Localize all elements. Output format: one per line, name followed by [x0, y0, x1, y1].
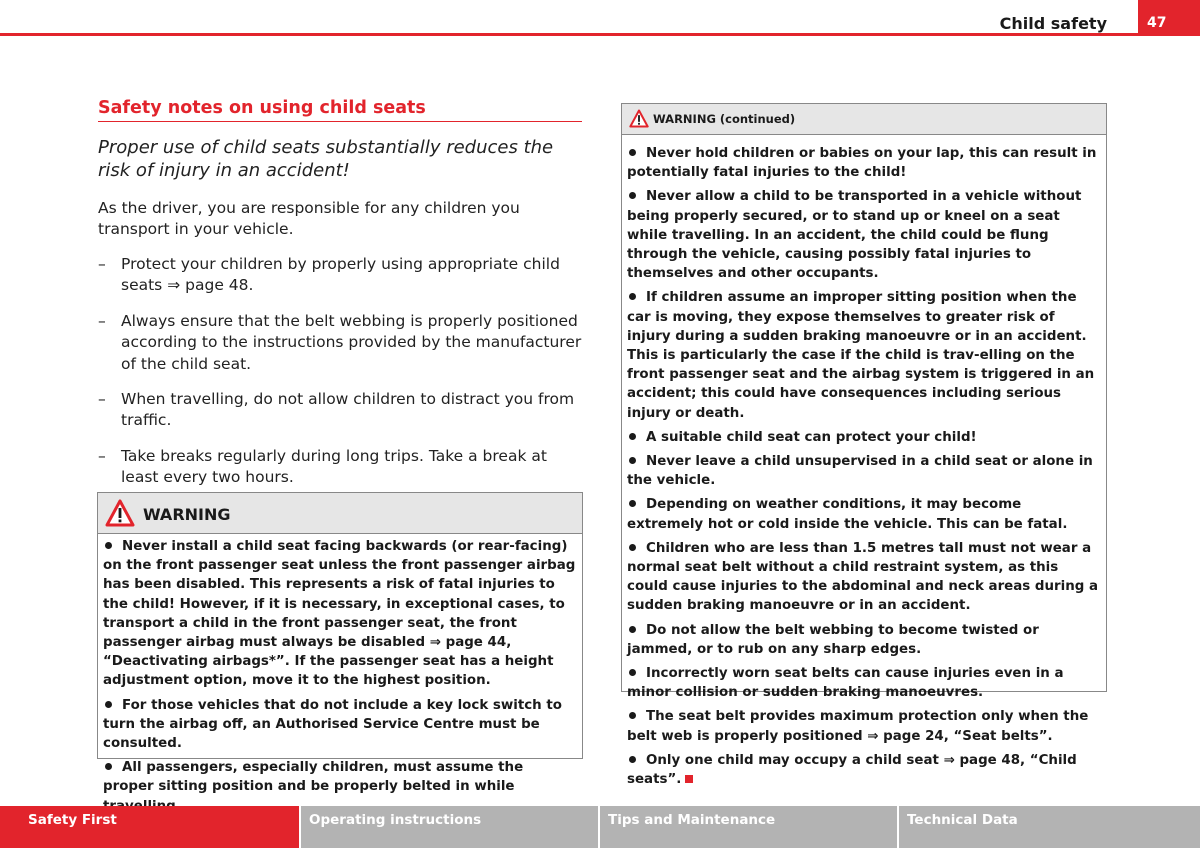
- list-item-text: Always ensure that the belt webbing is properly positioned according to the instructions provided by the manufacturer of the child seat.: [121, 311, 582, 373]
- warning-triangle-icon: [105, 499, 135, 531]
- warning-header: [98, 493, 582, 534]
- list-item-text: When travelling, do not allow children to distract you from traffic.: [121, 390, 575, 430]
- warning-triangle-icon: [629, 109, 649, 132]
- warning-bullet: [627, 144, 1101, 182]
- bullet-dot: [629, 500, 636, 507]
- warning-bullet-text: For those vehicles that do not include a key lock switch to turn the airbag off, an Authorised Service Centre must be consulted.: [103, 697, 562, 752]
- header-rule: [0, 33, 1200, 36]
- bullet-dot: [105, 542, 112, 549]
- tab-safety-first[interactable]: Safety First: [0, 806, 299, 848]
- bullet-dot: [629, 192, 636, 199]
- warning-bullet: [627, 495, 1101, 533]
- page-number: 47: [1138, 0, 1200, 36]
- instruction-list: [98, 254, 582, 489]
- warning-bullet-text: Never hold children or babies on your lap, this can result in potentially fatal injuries to the child!: [627, 146, 1097, 181]
- dash-marker: –: [98, 446, 106, 465]
- list-item: [98, 389, 582, 432]
- warning-bullet-text: If children assume an improper sitting position when the car is moving, they expose themselves to greater risk of injury during a sudden braking manoeuvre or in an accident. This is particularly the case if the child is trav-elling on the front passenger seat and the airbag system is triggered in an accident; this could have consequences including serious injury or death.: [627, 290, 1095, 421]
- dash-marker: –: [98, 311, 106, 330]
- warning-bullet: [627, 707, 1101, 745]
- bullet-dot: [629, 433, 636, 440]
- bullet-dot: [105, 763, 112, 770]
- warning-bullet-text: Never leave a child unsupervised in a child seat or alone in the vehicle.: [627, 454, 1093, 489]
- page-ref-arrow: ⇒: [167, 276, 181, 295]
- warning-box: [97, 492, 583, 795]
- warning-bullet: [627, 539, 1101, 616]
- footer-nav: [0, 806, 1200, 848]
- warning-bullet: [627, 428, 1101, 447]
- warning-bullet-text: Incorrectly worn seat belts can cause injuries even in a minor collision or sudden braking manoeuvres.: [627, 666, 1064, 701]
- warning-bullet: [627, 664, 1101, 702]
- warning-continued-label: WARNING (continued): [653, 112, 796, 126]
- warning-bullet-text: Never allow a child to be transported in a vehicle without being properly secured, or to stand up or kneel on a seat while travelling. In an accident, the child could be flung through the vehicle, causing possibly fatal injuries to themselves and other occupants.: [627, 189, 1082, 282]
- warning-bullet: [627, 187, 1101, 283]
- warning-continued-header: [622, 104, 1106, 135]
- list-item: [98, 254, 582, 297]
- bullet-dot: [629, 544, 636, 551]
- warning-bullet: [103, 537, 577, 691]
- bullet-dot: [105, 701, 112, 708]
- tab-operating-instructions[interactable]: Operating instructions: [301, 806, 598, 848]
- warning-bullet-text: Children who are less than 1.5 metres tall must not wear a normal seat belt without a child restraint system, as this could cause injuries to the abdominal and neck areas during a sudden braking manoeuvre or in an accident.: [627, 540, 1099, 614]
- page-ref-link[interactable]: page 48.: [185, 276, 254, 295]
- bullet-dot: [629, 457, 636, 464]
- section-title: Safety notes on using child seats: [98, 98, 582, 122]
- list-item-text: Take breaks regularly during long trips. Take a break at least every two hours.: [121, 446, 547, 487]
- warning-continued-body: [622, 135, 1106, 789]
- warning-continued-box: [621, 103, 1107, 788]
- warning-body: [98, 534, 582, 816]
- warning-bullet: [627, 288, 1101, 422]
- list-item: [98, 311, 582, 375]
- warning-bullet: [627, 751, 1101, 789]
- warning-label: WARNING: [143, 505, 231, 524]
- list-item: [98, 446, 582, 489]
- warning-bullet-text: Never install a child seat facing backwards (or rear-facing) on the front passenger seat unless the front passenger airbag has been disabled. This represents a risk of fatal injuries to the child! However, if it is necessary, in exceptional cases, to transport a child in the front passenger seat, the front passenger airbag must always be disabled ⇒ page 44, “Deactivating airbags*”. If the passenger seat has a height adjustment option, move it to the highest position.: [103, 539, 576, 689]
- tab-technical-data[interactable]: Technical Data: [899, 806, 1200, 848]
- bullet-dot: [629, 669, 636, 676]
- end-of-section-marker: [685, 775, 693, 783]
- dash-marker: –: [98, 255, 106, 273]
- intro-paragraph: As the driver, you are responsible for any children you transport in your vehicle.: [98, 199, 520, 238]
- lead-text: Proper use of child seats substantially reduces the risk of injury in an accident!: [98, 137, 554, 181]
- bullet-dot: [629, 293, 636, 300]
- tab-tips-and-maintenance[interactable]: Tips and Maintenance: [600, 806, 897, 848]
- bullet-dot: [629, 149, 636, 156]
- list-item-text: Protect your children by properly using appropriate child seats: [121, 255, 560, 295]
- warning-bullet-text: All passengers, especially children, must assume the proper sitting position and be properly belted in while: [103, 760, 524, 795]
- warning-bullet-text: Depending on weather conditions, it may become extremely hot or cold inside the vehicle. This can be fatal.: [627, 497, 1068, 532]
- warning-bullet: [627, 452, 1101, 490]
- warning-bullet-text: Only one child may occupy a child seat ⇒ page 48, “Child seats”.: [627, 752, 1077, 788]
- warning-bullet: [627, 621, 1101, 659]
- chapter-title: Child safety: [999, 14, 1107, 33]
- warning-bullet-text: Do not allow the belt webbing to become twisted or jammed, or to rub on any sharp edges.: [627, 622, 1039, 657]
- warning-bullet: [103, 696, 577, 754]
- bullet-dot: [629, 712, 636, 719]
- dash-marker: –: [98, 390, 106, 409]
- warning-bullet-text: A suitable child seat can protect your child!: [646, 429, 977, 445]
- bullet-dot: [629, 626, 636, 633]
- warning-bullet-text: The seat belt provides maximum protection only when the belt web is properly positioned ⇒ page 24, “Seat belts”.: [627, 709, 1089, 744]
- bullet-dot: [629, 756, 636, 763]
- left-column: [98, 98, 582, 489]
